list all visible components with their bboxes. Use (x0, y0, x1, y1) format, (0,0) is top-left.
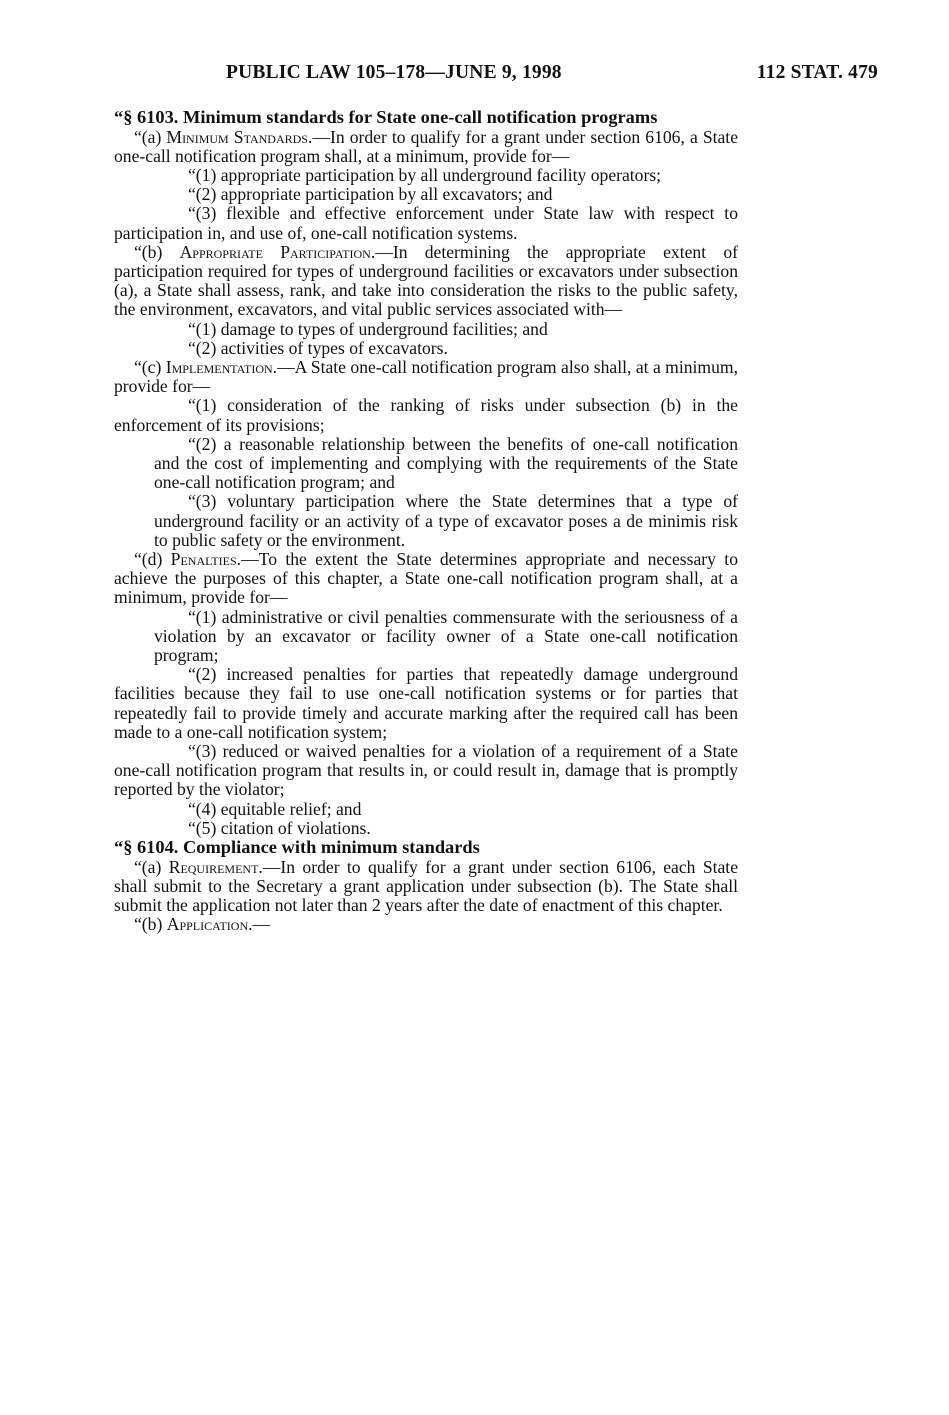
paragraph-6103-b-2: “(2) activities of types of excavators. (188, 337, 448, 358)
paragraph-6103-d-5: “(5) citation of violations. (188, 817, 371, 838)
subsection-caption: Application. (166, 914, 253, 935)
paragraph-6103-b-1: “(1) damage to types of underground facilities; and (188, 318, 548, 339)
public-law-citation: PUBLIC LAW 105–178—JUNE 9, 1998 (226, 62, 562, 83)
paragraph-6103-d-4: “(4) equitable relief; and (188, 798, 362, 819)
section-6104-heading: “§ 6104. Compliance with minimum standards (114, 837, 480, 858)
subsection-caption: Penalties. (170, 548, 242, 569)
subsection-6103-b: “(b) Appropriate Participation.—In determining the appropriate extent of participation required for types of underground facilities or excavators under subsection (a), a State shall assess, rank, and take into consideration the risks to the public safety, the environment, excavators, and vital public services associated with— (114, 241, 738, 320)
section-6103-heading: “§ 6103. Minimum standards for State one-call notification programs (114, 107, 658, 127)
paragraph-6103-c-3: “(3) voluntary participation where the State determines that a type of underground facility or an activity of a type of excavator poses a de minimis risk to public safety or the environment. (154, 491, 738, 550)
subsection-6103-a: “(a) Minimum Standards.—In order to qualify for a grant under section 6106, a State one-call notification program shall, at a minimum, provide for— (114, 126, 739, 166)
paragraph-6103-a-3: “(3) flexible and effective enforcement under State law with respect to participation in, and use of, one-call notification systems. (114, 203, 738, 243)
paragraph-6103-d-1: “(1) administrative or civil penalties commensurate with the seriousness of a violation by an excavator or facility owner of a State one-call notification program; (154, 606, 738, 665)
paragraph-6103-d-2: “(2) increased penalties for parties that repeatedly damage underground facilities because they fail to use one-call notification systems or for parties that repeatedly fail to provide timely and accurate marking after the required call has been made to a one-call notification system; (114, 664, 738, 742)
body-column (114, 108, 738, 934)
paragraph-6103-a-1: “(1) appropriate participation by all underground facility operators; (188, 164, 662, 185)
subsection-caption: Appropriate Participation. (179, 241, 376, 262)
subsection-6103-d: “(d) Penalties.—To the extent the State determines appropriate and necessary to achieve the purposes of this chapter, a State one-call notification program shall, at a minimum, provide for— (114, 548, 738, 608)
subsection-caption: Implementation. (165, 356, 278, 377)
paragraph-6103-d-3: “(3) reduced or waived penalties for a violation of a requirement of a State one-call notification program that results in, or could result in, damage that is promptly reported by the violator; (114, 741, 738, 800)
subsection-6103-c: “(c) Implementation.—A State one-call notification program also shall, at a minimum, provide for— (114, 356, 738, 397)
subsection-6104-a: “(a) Requirement.—In order to qualify for a grant under section 6106, each State shall submit to the Secretary a grant application under subsection (b). The State shall submit the application not later than 2 years after the date of enactment of this chapter. (114, 856, 738, 915)
subsection-caption: Minimum Standards. (166, 126, 313, 147)
paragraph-6103-c-2: “(2) a reasonable relationship between the benefits of one-call notification and the cost of implementing and complying with the requirements of the State one-call notification program; and (154, 433, 738, 493)
paragraph-6103-c-1: “(1) consideration of the ranking of risks under subsection (b) in the enforcement of its provisions; (114, 395, 738, 435)
statute-page-number: 112 STAT. 479 (756, 62, 878, 83)
paragraph-6103-a-2: “(2) appropriate participation by all excavators; and (188, 184, 553, 205)
subsection-caption: Requirement. (168, 856, 263, 877)
subsection-6104-b: “(b) Application.— (134, 914, 271, 935)
